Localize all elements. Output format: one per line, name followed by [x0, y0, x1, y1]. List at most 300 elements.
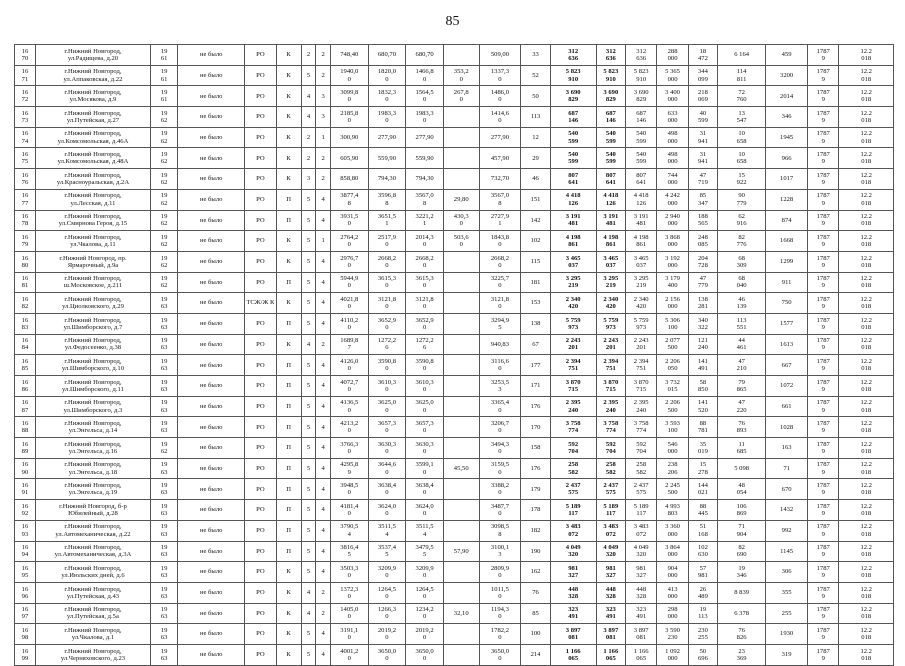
cell-unit-cost: 319 — [766, 644, 808, 665]
cell-line: 79 — [738, 378, 745, 386]
cell-private-area — [406, 520, 444, 541]
cell-line: 3 593 — [665, 420, 680, 428]
cell-line: 98 — [21, 634, 29, 642]
cell-line: 3 870 — [603, 378, 619, 386]
cell-material: К — [276, 65, 301, 86]
cell-line: г.Нижний Новгород, — [64, 275, 122, 283]
cell-cost-b — [625, 417, 656, 438]
cell-line: 0 — [385, 509, 389, 517]
cell-line: 3624,0 — [415, 502, 434, 510]
cell-line: 0 — [347, 489, 351, 497]
cell-line: 327 — [605, 572, 616, 580]
cell-line: 776 — [736, 241, 747, 249]
cell-line: 4 198 — [565, 233, 581, 241]
cell-line: 3630,3 — [377, 440, 397, 448]
cell-line: 9 — [821, 572, 825, 580]
cell-city-share — [718, 272, 766, 293]
cell-line: 1 166 — [603, 647, 619, 655]
cell-material: П — [276, 541, 301, 562]
cell-line: 4 — [347, 530, 351, 538]
cell-row-number — [15, 127, 36, 148]
cell-entrances: 4 — [316, 520, 331, 541]
cell-line: 3 897 — [603, 626, 619, 634]
cell-residents: 76 — [521, 582, 550, 603]
cell-line: 829 — [636, 96, 647, 104]
cell-city-share — [718, 438, 766, 459]
cell-apartment-area — [479, 293, 521, 314]
cell-build-year — [151, 479, 178, 500]
cell-line: 1787 — [816, 171, 830, 179]
cell-address — [35, 541, 150, 562]
cell-line: 83 — [21, 323, 29, 331]
cell-line: 16 — [21, 482, 29, 490]
cell-total-area — [330, 644, 368, 665]
cell-line: 19 — [160, 213, 168, 221]
cell-line: г.Нижний Новгород, — [64, 68, 122, 76]
table-row — [15, 169, 894, 190]
cell-line: 63 — [160, 365, 168, 373]
cell-entrances: 2 — [316, 603, 331, 624]
cell-line: 16 — [21, 502, 29, 510]
cell-total-cost — [550, 520, 596, 541]
cell-line: 2 340 — [603, 295, 619, 303]
cell-line: ш.Московское, д.211 — [63, 282, 123, 290]
cell-line: 2 245 — [665, 482, 680, 490]
cell-line: ул.Смирнова Героя, д.15 — [58, 220, 128, 228]
cell-unit-cost: 1577 — [766, 313, 808, 334]
cell-row-number — [15, 45, 36, 66]
cell-line: 309 — [736, 261, 747, 269]
cell-line: 1787 — [816, 399, 830, 407]
cell-line: 16 — [21, 337, 29, 345]
cell-line: 1266,3 — [377, 606, 397, 614]
cell-line: 12.2 — [860, 357, 872, 365]
cell-line: 500 — [667, 406, 678, 414]
cell-line: 760 — [736, 96, 747, 104]
cell-cost-a — [596, 293, 625, 314]
cell-line: 62 — [160, 261, 168, 269]
cell-total-cost — [550, 293, 596, 314]
cell-municipal-area — [443, 127, 479, 148]
cell-line: 201 — [605, 344, 616, 352]
cell-line: 4 049 — [565, 544, 581, 552]
cell-line: 000 — [667, 178, 678, 186]
cell-line: 582 — [605, 468, 616, 476]
cell-address — [35, 458, 150, 479]
cell-line: 16 — [21, 171, 29, 179]
cell-line: 139 — [736, 303, 747, 311]
cell-line: 3 758 — [633, 420, 649, 428]
cell-private-area — [406, 500, 444, 521]
cell-city-share — [718, 562, 766, 583]
cell-total-cost — [550, 86, 596, 107]
cell-line: 000 — [667, 116, 678, 124]
cell-municipal-area — [443, 479, 479, 500]
cell-management: РО — [245, 417, 276, 438]
cell-line: 2019,2 — [377, 626, 397, 634]
cell-line: 018 — [861, 530, 872, 538]
cell-condition: не было — [178, 417, 245, 438]
cell-row-number — [15, 86, 36, 107]
cell-line: г.Нижний Новгород, — [64, 461, 122, 469]
cell-total-cost — [550, 313, 596, 334]
cell-city-share — [718, 231, 766, 252]
cell-line: 685 — [736, 447, 747, 455]
cell-line: 0 — [347, 241, 351, 249]
cell-private-area — [406, 458, 444, 479]
cell-living-area — [368, 251, 406, 272]
cell-line: г.Нижний Новгород, — [64, 626, 122, 634]
cell-total-cost — [550, 582, 596, 603]
cell-build-year — [151, 293, 178, 314]
cell-line: 0 — [347, 613, 351, 621]
cell-line: 2809,9 — [490, 564, 509, 572]
cell-line: 63 — [160, 530, 168, 538]
cell-line: 126 — [605, 199, 616, 207]
cell-residents: 29 — [521, 148, 550, 169]
cell-floors: 5 — [301, 189, 316, 210]
cell-line: 021 — [697, 489, 708, 497]
cell-line: 018 — [861, 509, 872, 517]
cell-fund-share — [657, 334, 688, 355]
cell-living-area — [368, 644, 406, 665]
cell-line: 3 191 — [603, 213, 619, 221]
cell-fund-share — [657, 624, 688, 645]
cell-region-share — [688, 107, 717, 128]
cell-deadline — [839, 500, 894, 521]
cell-line: 121 — [697, 337, 708, 345]
cell-total-area — [330, 169, 368, 190]
cell-line: 87 — [21, 406, 29, 414]
cell-line: 0 — [498, 654, 502, 662]
cell-line: г.Нижний Новгород, — [64, 130, 122, 138]
cell-line: 19 — [160, 254, 168, 262]
cell-line: 3590,8 — [415, 357, 434, 365]
cell-line: 19 — [160, 295, 168, 303]
cell-cost-b — [625, 148, 656, 169]
cell-line: 633 — [667, 109, 678, 117]
cell-cost-b — [625, 458, 656, 479]
cell-limit-cost — [808, 334, 839, 355]
cell-living-area — [368, 210, 406, 231]
cell-management: РО — [245, 45, 276, 66]
cell-fund-share — [657, 169, 688, 190]
cell-private-area — [406, 272, 444, 293]
cell-total-cost — [550, 500, 596, 521]
cell-municipal-area — [443, 644, 479, 665]
cell-deadline — [839, 169, 894, 190]
cell-residents: 171 — [521, 376, 550, 397]
cell-total-area — [330, 355, 368, 376]
cell-condition: не было — [178, 293, 245, 314]
cell-cost-b — [625, 520, 656, 541]
cell-line: ул.Энгельса, д.14 — [68, 427, 118, 435]
cell-private-area — [406, 45, 444, 66]
cell-line: 018 — [861, 54, 872, 62]
cell-line: 19 — [160, 544, 168, 552]
cell-fund-share — [657, 231, 688, 252]
cell-line: 2 395 — [603, 399, 619, 407]
table-row — [15, 396, 894, 417]
cell-line: 12.2 — [860, 585, 872, 593]
cell-line: 62 — [160, 178, 168, 186]
cell-city-share — [718, 189, 766, 210]
cell-city-share — [718, 169, 766, 190]
cell-line: 3 400 — [665, 89, 680, 97]
cell-line: 12.2 — [860, 233, 872, 241]
cell-line: 19 — [160, 130, 168, 138]
cell-cost-b — [625, 396, 656, 417]
cell-line: 981 — [568, 564, 579, 572]
cell-city-share — [718, 65, 766, 86]
cell-line: 63 — [160, 323, 168, 331]
cell-line: 0 — [347, 96, 351, 104]
cell-line: 5 759 — [565, 316, 581, 324]
cell-material: П — [276, 520, 301, 541]
cell-line: 258 — [605, 461, 616, 469]
cell-line: 1787 — [816, 647, 830, 655]
cell-city-share — [718, 396, 766, 417]
cell-line: г.Нижний Новгород, — [64, 564, 122, 572]
cell-management: РО — [245, 500, 276, 521]
cell-line: 3294,9 — [490, 316, 509, 324]
cell-living-area — [368, 65, 406, 86]
cell-municipal-area — [443, 376, 479, 397]
cell-municipal-area — [443, 231, 479, 252]
cell-line: 018 — [861, 220, 872, 228]
cell-living-area — [368, 562, 406, 583]
cell-floors: 5 — [301, 479, 316, 500]
cell-limit-cost — [808, 169, 839, 190]
cell-line: ул.Автомеханическая, д.3А — [54, 551, 132, 559]
cell-line: 605,90 — [340, 154, 359, 162]
cell-living-area — [368, 624, 406, 645]
cell-condition: не было — [178, 65, 245, 86]
cell-fund-share — [657, 458, 688, 479]
cell-living-area — [368, 293, 406, 314]
cell-line: 3948,5 — [340, 482, 359, 490]
cell-line: 3657,3 — [377, 420, 397, 428]
cell-line: 9 — [821, 592, 825, 600]
cell-line: 12.2 — [860, 68, 872, 76]
cell-private-area — [406, 479, 444, 500]
cell-line: 941 — [697, 158, 708, 166]
cell-line: 19 — [160, 626, 168, 634]
cell-line: 3 191 — [633, 213, 649, 221]
cell-cost-a — [596, 189, 625, 210]
cell-line: 16 — [21, 47, 29, 55]
cell-line: 0 — [422, 654, 427, 662]
cell-line: 3 179 — [665, 275, 680, 283]
cell-total-cost — [550, 148, 596, 169]
cell-line: 100 — [667, 427, 678, 435]
cell-cost-b — [625, 86, 656, 107]
cell-line: 10 — [738, 151, 745, 159]
cell-line: 420 — [568, 303, 579, 311]
cell-line: 12.2 — [860, 544, 872, 552]
cell-line: 74 — [21, 137, 29, 145]
cell-build-year — [151, 520, 178, 541]
cell-management: РО — [245, 231, 276, 252]
cell-line: 3159,5 — [490, 461, 509, 469]
cell-line: 73 — [21, 116, 29, 124]
cell-residents: 52 — [521, 65, 550, 86]
cell-line: 72 — [21, 96, 29, 104]
table-row — [15, 500, 894, 521]
cell-line: 0 — [422, 427, 427, 435]
cell-line: 4181,4 — [340, 502, 359, 510]
cell-line: 728 — [697, 261, 708, 269]
cell-row-number — [15, 272, 36, 293]
cell-line: 12.2 — [860, 461, 872, 469]
cell-line: 3 360 — [665, 523, 680, 531]
cell-line: 3388,2 — [490, 482, 509, 490]
cell-management: РО — [245, 520, 276, 541]
cell-line: 19 — [160, 564, 168, 572]
cell-line: 582 — [568, 468, 579, 476]
cell-material: П — [276, 417, 301, 438]
cell-deadline — [839, 644, 894, 665]
cell-line: 636 — [568, 54, 579, 62]
cell-build-year — [151, 582, 178, 603]
cell-line: 1194,3 — [490, 606, 509, 614]
cell-line: 687 — [568, 109, 579, 117]
cell-line: 0 — [385, 634, 389, 642]
cell-line: г.Нижний Новгород, — [64, 213, 122, 221]
cell-line: г.Нижний Новгород, — [64, 233, 122, 241]
cell-line: 0 — [347, 406, 351, 414]
cell-line: 9 — [821, 323, 825, 331]
cell-line: 19 — [160, 585, 168, 593]
cell-total-area — [330, 376, 368, 397]
cell-deadline — [839, 582, 894, 603]
cell-line: 715 — [605, 385, 616, 393]
cell-condition: не было — [178, 210, 245, 231]
cell-total-cost — [550, 169, 596, 190]
cell-line: 0 — [459, 241, 463, 249]
cell-build-year — [151, 231, 178, 252]
cell-floors: 5 — [301, 231, 316, 252]
cell-limit-cost — [808, 624, 839, 645]
cell-management: РО — [245, 272, 276, 293]
cell-line: ул.Энгельса, д.16 — [68, 447, 118, 455]
cell-living-area — [368, 231, 406, 252]
cell-living-area — [368, 396, 406, 417]
cell-line: ул.Шимборского, д.7 — [63, 323, 123, 331]
cell-line: 12.2 — [860, 254, 872, 262]
cell-total-cost — [550, 417, 596, 438]
cell-line: 018 — [861, 592, 872, 600]
cell-line: ул.Черняховского, д.23 — [60, 654, 126, 662]
cell-line: 0 — [498, 489, 502, 497]
cell-line: 320 — [636, 551, 647, 559]
cell-line: 973 — [568, 323, 579, 331]
cell-line: 77 — [21, 199, 29, 207]
cell-residents: 190 — [521, 541, 550, 562]
cell-cost-b — [625, 45, 656, 66]
cell-line: ул.Радищева, д.20 — [67, 54, 119, 62]
cell-condition: не было — [178, 479, 245, 500]
cell-city-share — [718, 313, 766, 334]
cell-line: 941 — [697, 137, 708, 145]
cell-line: 0 — [347, 427, 351, 435]
cell-line: 62 — [160, 199, 168, 207]
cell-line: 2 243 — [603, 337, 619, 345]
cell-residents: 85 — [521, 603, 550, 624]
cell-line: 636 — [605, 54, 616, 62]
cell-total-cost — [550, 127, 596, 148]
cell-cost-a — [596, 65, 625, 86]
cell-build-year — [151, 189, 178, 210]
cell-line: 0 — [498, 261, 502, 269]
cell-line: 3487,7 — [490, 502, 509, 510]
cell-line: 0 — [498, 241, 502, 249]
cell-line: 641 — [568, 178, 579, 186]
cell-material: П — [276, 479, 301, 500]
cell-line: 599 — [605, 158, 616, 166]
cell-city-share — [718, 334, 766, 355]
cell-cost-a — [596, 644, 625, 665]
cell-line: 5 — [385, 551, 389, 559]
cell-city-share — [718, 251, 766, 272]
cell-material: К — [276, 293, 301, 314]
cell-line: 4 198 — [633, 233, 649, 241]
cell-condition: не было — [178, 272, 245, 293]
cell-material: К — [276, 334, 301, 355]
cell-line: 138 — [697, 295, 708, 303]
cell-total-area — [330, 293, 368, 314]
cell-region-share — [688, 45, 717, 66]
cell-line: 850 — [697, 385, 708, 393]
cell-line: 498 — [667, 151, 678, 159]
cell-line: 2185,8 — [340, 109, 359, 117]
cell-region-share — [688, 562, 717, 583]
cell-condition: не было — [178, 500, 245, 521]
cell-line: 8 — [498, 199, 502, 207]
cell-line: 680,70 — [415, 51, 434, 59]
cell-line: 491 — [568, 613, 579, 621]
cell-line: 0 — [422, 634, 427, 642]
cell-line: 9 — [821, 220, 825, 228]
cell-line: 3503,3 — [340, 564, 359, 572]
cell-line: 126 — [636, 199, 647, 207]
cell-apartment-area — [479, 582, 521, 603]
cell-line: г.Нижний Новгород, — [64, 192, 122, 200]
cell-line: 8 — [422, 199, 427, 207]
cell-line: 3657,3 — [415, 420, 434, 428]
cell-line: 0 — [385, 468, 389, 476]
cell-line: 715 — [636, 385, 647, 393]
cell-line: 29,80 — [453, 196, 469, 204]
cell-region-share — [688, 127, 717, 148]
cell-line: 781 — [697, 427, 708, 435]
cell-floors: 5 — [301, 562, 316, 583]
cell-line: 63 — [160, 385, 168, 393]
cell-line: 018 — [861, 241, 872, 249]
cell-line: 3630,3 — [415, 440, 434, 448]
cell-line: 40 — [699, 109, 707, 117]
cell-line: 2 394 — [565, 357, 581, 365]
cell-line: 491 — [605, 613, 616, 621]
cell-line: 3 483 — [633, 523, 649, 531]
cell-entrances: 2 — [316, 45, 331, 66]
cell-line: 0 — [422, 96, 427, 104]
cell-entrances: 4 — [316, 438, 331, 459]
cell-line: 018 — [861, 385, 872, 393]
cell-build-year — [151, 127, 178, 148]
cell-line: 19 — [160, 233, 168, 241]
cell-floors: 4 — [301, 582, 316, 603]
